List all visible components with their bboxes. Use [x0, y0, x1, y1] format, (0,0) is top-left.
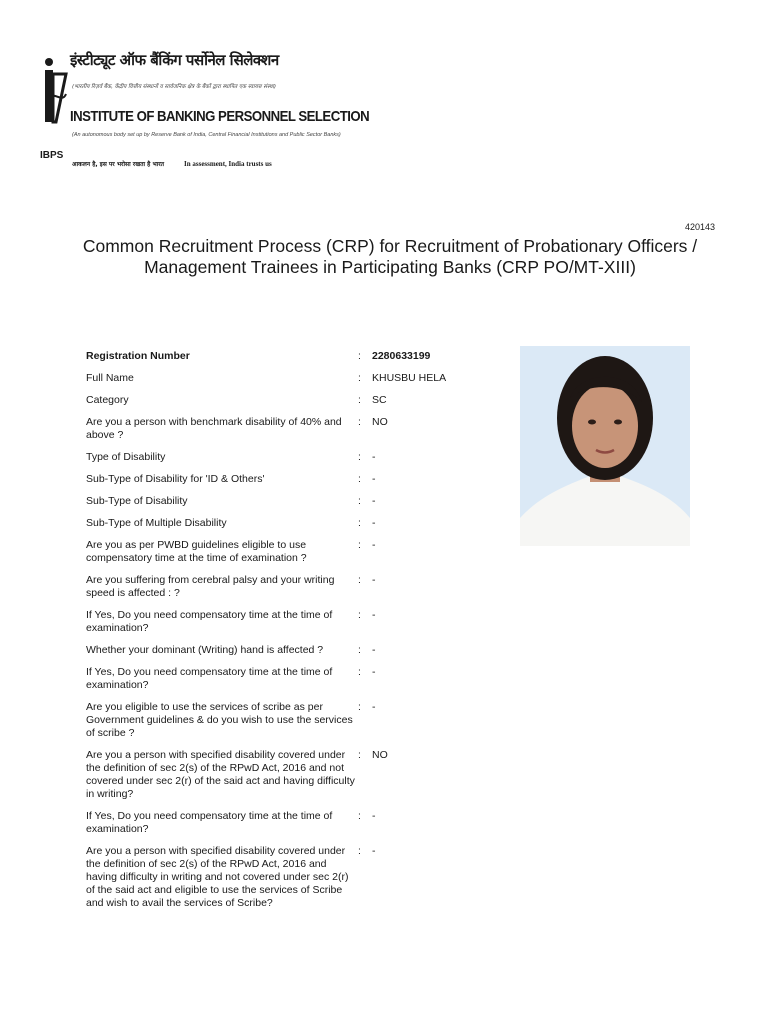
detail-label: Are you eligible to use the services of scribe as per Government guidelines & do you wish to use the services of scribe ?: [86, 701, 353, 739]
detail-label: If Yes, Do you need compensatory time at the time of examination?: [86, 666, 333, 691]
detail-value: -: [372, 539, 376, 551]
detail-label: Are you a person with specified disability covered under the definition of sec 2(s) of the RPwD Act, 2016 and not covered under sec 2(r) of the said act and having difficulty in writing?: [86, 749, 355, 800]
detail-value: NO: [372, 749, 388, 761]
colon-separator: :: [358, 609, 361, 621]
colon-separator: :: [358, 394, 361, 406]
detail-value: -: [372, 666, 376, 678]
logo-hindi-title: इंस्टीट्यूट ऑफ बैंकिंग पर्सोनेल सिलेक्शन: [70, 51, 279, 69]
detail-value: -: [372, 845, 376, 857]
colon-separator: :: [358, 749, 361, 761]
detail-value: NO: [372, 416, 388, 428]
colon-separator: :: [358, 451, 361, 463]
colon-separator: :: [358, 517, 361, 529]
detail-row-specified-disability-writing: [86, 749, 486, 801]
detail-label: Are you a person with specified disability covered under the definition of sec 2(s) of the RPwD Act, 2016 and having difficulty in writing and not covered under sec 2(r) of the said act and eligible to use the services of Scribe and wish to avail the services of Scribe?: [86, 845, 349, 909]
detail-row-dominant-hand: [86, 644, 486, 657]
detail-row-compensatory-time-3: [86, 810, 486, 836]
candidate-photo-image: [520, 346, 690, 546]
detail-label: Category: [86, 394, 129, 406]
detail-row-specified-disability-scribe: [86, 845, 486, 910]
detail-row-compensatory-time-2: [86, 666, 486, 692]
detail-label: If Yes, Do you need compensatory time at the time of examination?: [86, 810, 333, 835]
colon-separator: :: [358, 845, 361, 857]
colon-separator: :: [358, 810, 361, 822]
detail-row-pwbd-compensatory-time: [86, 539, 486, 565]
detail-label: Are you a person with benchmark disability of 40% and above ?: [86, 416, 342, 441]
detail-value: -: [372, 701, 376, 713]
colon-separator: :: [358, 574, 361, 586]
detail-label: Sub-Type of Disability: [86, 495, 188, 507]
detail-value: -: [372, 574, 376, 586]
colon-separator: :: [358, 372, 361, 384]
detail-value: 2280633199: [372, 350, 431, 362]
detail-row-full-name: [86, 372, 486, 385]
colon-separator: :: [358, 495, 361, 507]
colon-separator: :: [358, 416, 361, 428]
detail-row-disability-type: [86, 451, 486, 464]
detail-row-multiple-disability-subtype: [86, 517, 486, 530]
detail-row-category: [86, 394, 486, 407]
detail-row-subtype-id-others: [86, 473, 486, 486]
detail-value: -: [372, 517, 376, 529]
colon-separator: :: [358, 644, 361, 656]
ibps-logo: [40, 48, 370, 183]
detail-value: -: [372, 810, 376, 822]
detail-label: Whether your dominant (Writing) hand is affected ?: [86, 644, 324, 656]
detail-row-disability-subtype: [86, 495, 486, 508]
detail-value: SC: [372, 394, 387, 406]
candidate-details: [86, 350, 486, 919]
colon-separator: :: [358, 473, 361, 485]
detail-row-scribe-eligibility: [86, 701, 486, 740]
detail-label: Full Name: [86, 372, 134, 384]
logo-hindi-subtitle: (भारतीय रिज़र्व बैंक, केंद्रीय वित्तीय संस्थानों व सार्वजनिक क्षेत्र के बैंकों द्वारा स्थापित एक स्वायत्त संस्था): [72, 84, 277, 90]
detail-row-compensatory-time-1: [86, 609, 486, 635]
detail-label: Type of Disability: [86, 451, 166, 463]
logo-mark: IBPS: [40, 150, 64, 161]
detail-value: -: [372, 644, 376, 656]
detail-label: Sub-Type of Disability for 'ID & Others': [86, 473, 265, 485]
detail-value: -: [372, 451, 376, 463]
logo-tagline-hindi: आकलन है, इस पर भरोसा रखता है भारत: [72, 161, 165, 168]
detail-label: If Yes, Do you need compensatory time at the time of examination?: [86, 609, 333, 634]
document-title: Common Recruitment Process (CRP) for Recruitment of Probationary Officers / Management Trainees in Participating Banks (CRP PO/MT-XIII): [82, 236, 698, 277]
detail-row-registration-number: [86, 350, 486, 363]
logo-subtitle: (An autonomous body set up by Reserve Bank of India, Central Financial Institutions and Public Sector Banks): [72, 132, 341, 138]
detail-label: Registration Number: [86, 350, 190, 362]
detail-value: KHUSBU HELA: [372, 372, 447, 384]
detail-value: -: [372, 609, 376, 621]
logo-tagline-english: In assessment, India trusts us: [184, 160, 272, 168]
detail-value: -: [372, 473, 376, 485]
colon-separator: :: [358, 539, 361, 551]
detail-label: Are you as per PWBD guidelines eligible to use compensatory time at the time of examination ?: [86, 539, 307, 564]
colon-separator: :: [358, 701, 361, 713]
detail-label: Sub-Type of Multiple Disability: [86, 517, 227, 529]
colon-separator: :: [358, 666, 361, 678]
detail-row-benchmark-disability: [86, 416, 486, 442]
colon-separator: :: [358, 350, 361, 362]
detail-value: -: [372, 495, 376, 507]
detail-label: Are you suffering from cerebral palsy and your writing speed is affected : ?: [86, 574, 335, 599]
detail-row-cerebral-palsy: [86, 574, 486, 600]
document-number: 420143: [684, 222, 715, 232]
candidate-photo: [520, 346, 690, 546]
logo-institute-name: INSTITUTE OF BANKING PERSONNEL SELECTION: [70, 108, 370, 125]
